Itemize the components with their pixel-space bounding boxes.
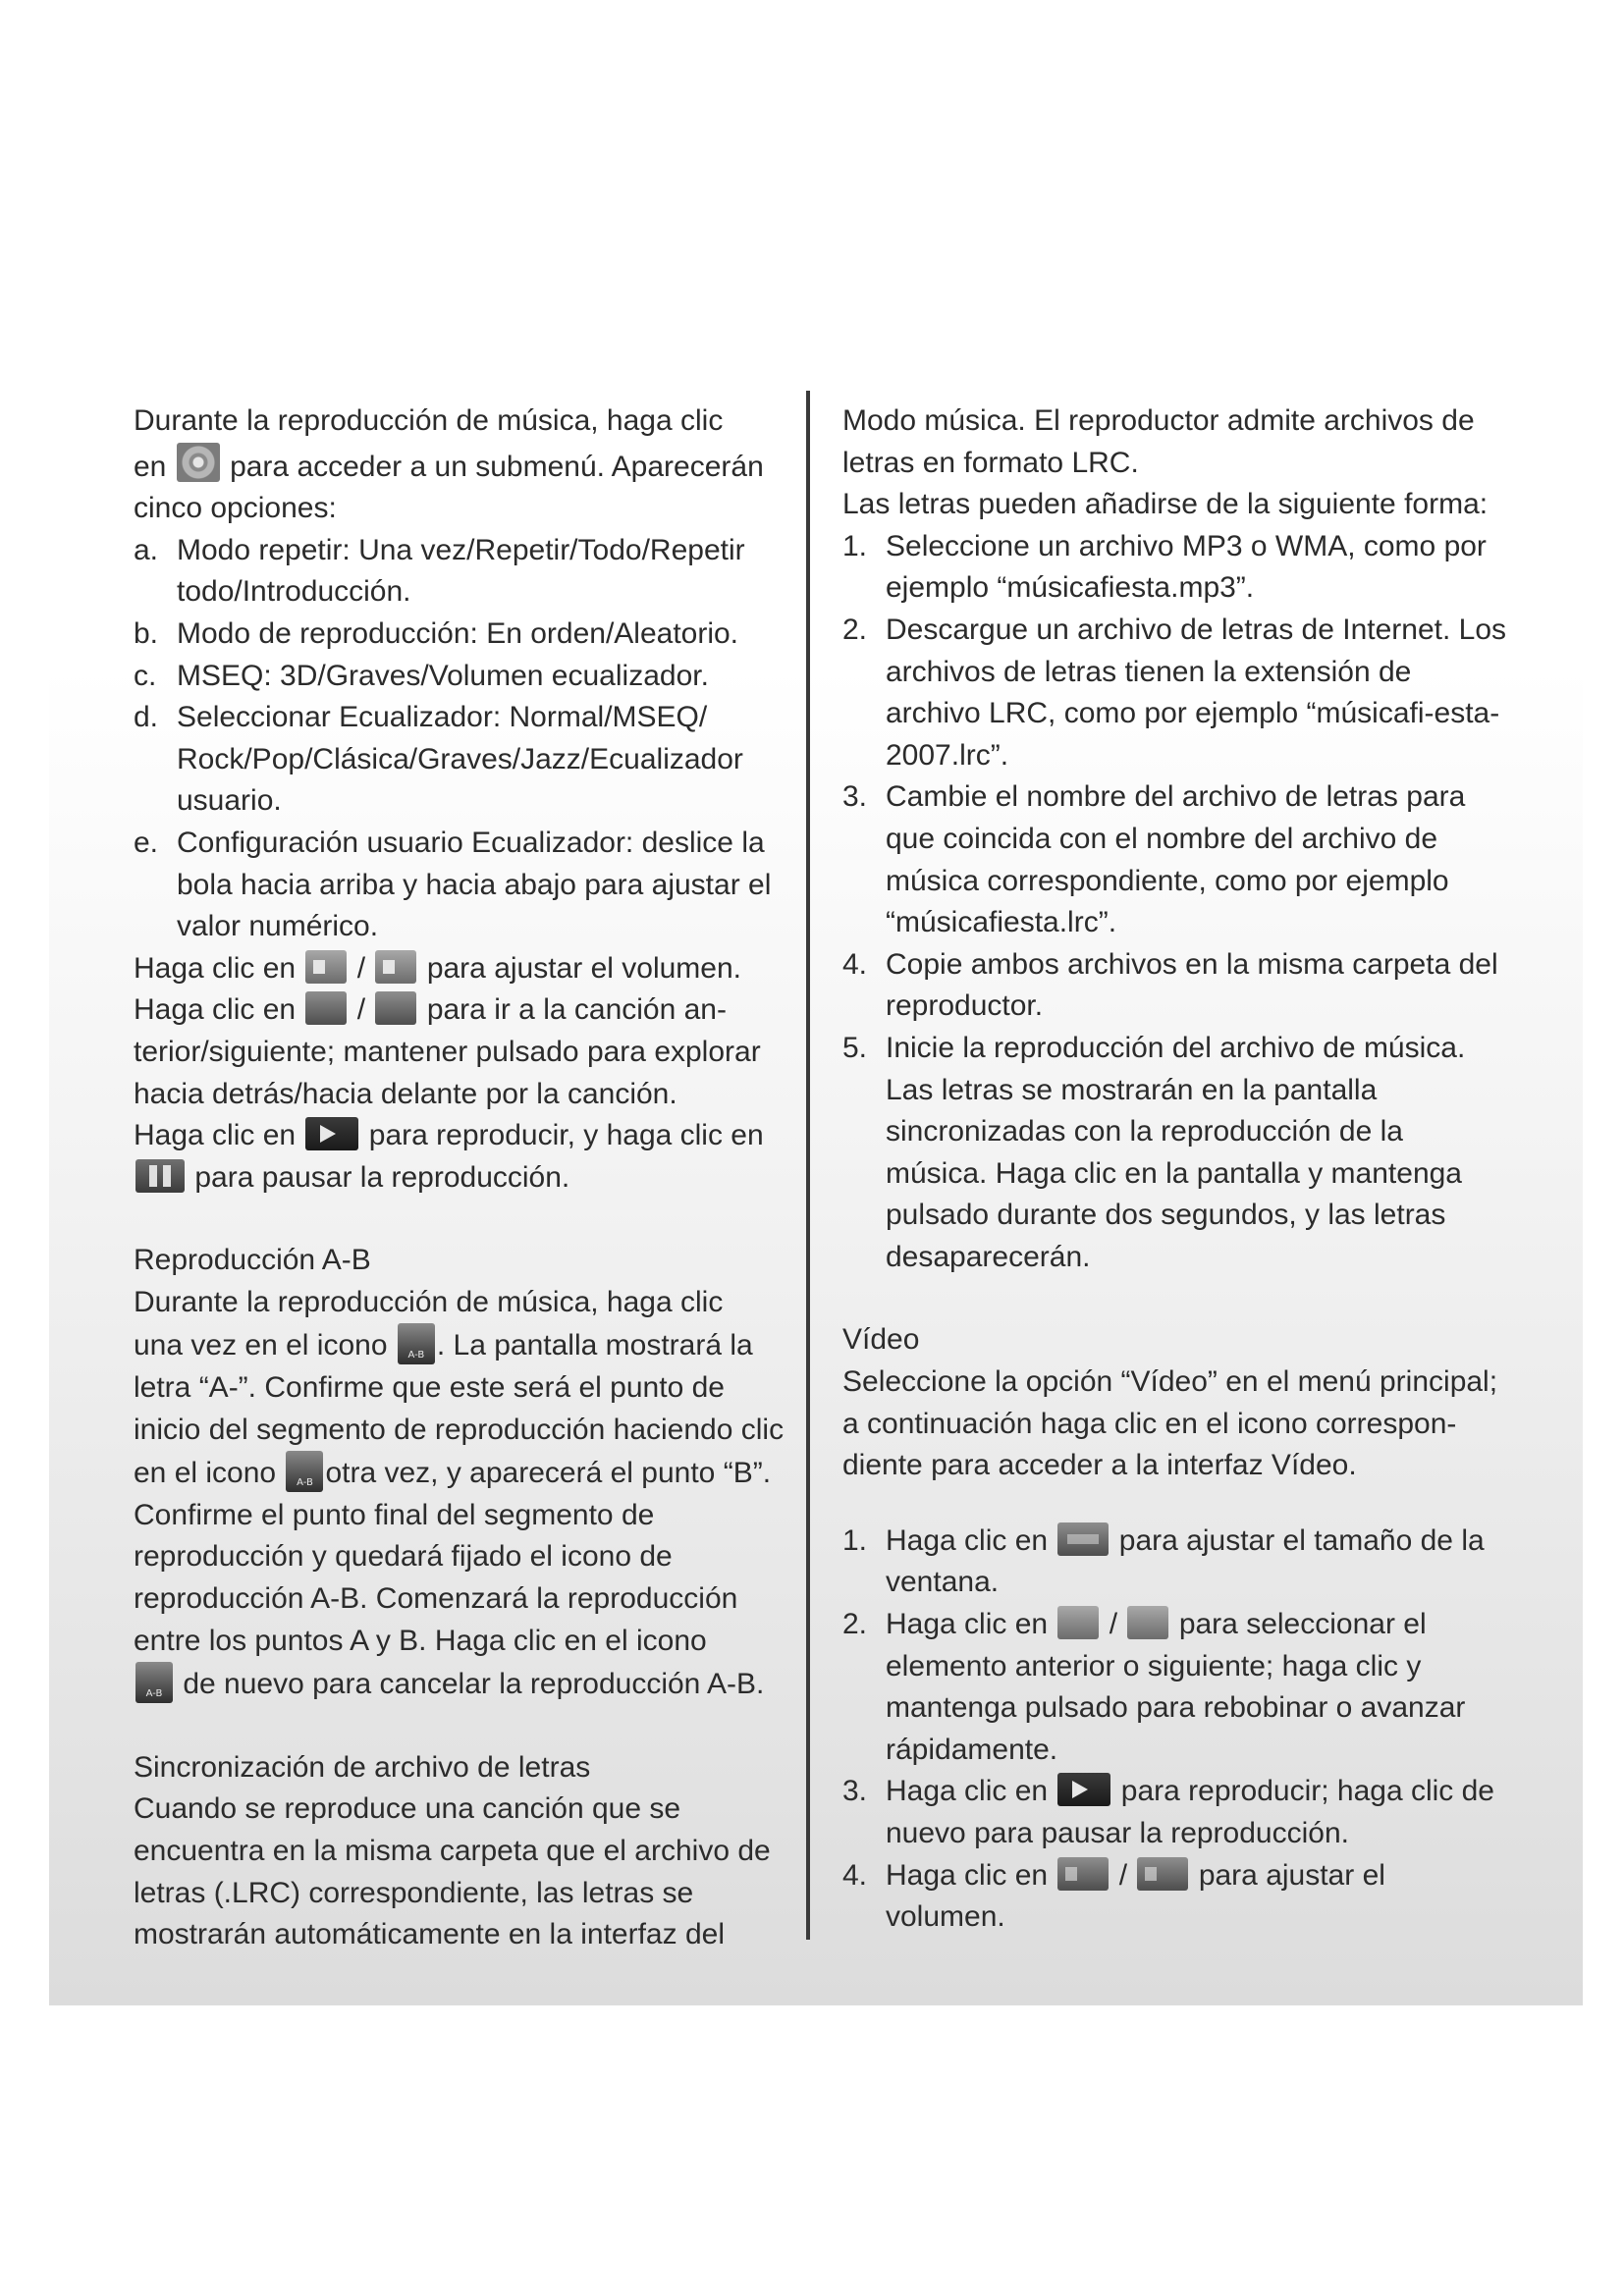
section-heading: Sincronización de archivo de letras xyxy=(134,1750,591,1784)
track-instruction: Haga clic en / para ir a la canción an- terior/siguiente; mantener pulsado para explorar hacia detrás/hacia delante por la canción. xyxy=(134,993,761,1110)
play-icon xyxy=(1057,1773,1110,1806)
list-item: 3. Cambie el nombre del archivo de letras para que coincida con el nombre del archivo de música correspondiente, como por ejemplo “músicafiesta.lrc”. xyxy=(842,780,1466,939)
lyrics-continued: Modo música. El reproductor admite archivos de letras en formato LRC. xyxy=(842,404,1475,479)
list-item: c. MSEQ: 3D/Graves/Volumen ecualizador. xyxy=(134,659,709,692)
volume-up-icon xyxy=(305,950,347,984)
list-item: e. Configuración usuario Ecualizador: deslice la bola hacia arriba y hacia abajo para ajustar el valor numérico. xyxy=(134,826,772,943)
lyrics-sync-text: Cuando se reproduce una canción que se encuentra en la misma carpeta que el archivo de letras (.LRC) correspondiente, las letras se mostrarán automáticamente en la interfaz del xyxy=(134,1792,771,1951)
list-item: a. Modo repetir: Una vez/Repetir/Todo/Repetir todo/Introducción. xyxy=(134,533,745,609)
list-item: 1. Seleccione un archivo MP3 o WMA, como por ejemplo “músicafiesta.mp3”. xyxy=(842,529,1487,605)
pause-icon xyxy=(135,1159,185,1193)
section-heading: Reproducción A-B xyxy=(134,1244,371,1277)
volume-up-icon xyxy=(1057,1857,1109,1891)
volume-down-icon xyxy=(375,950,416,984)
previous-track-icon xyxy=(305,991,347,1025)
lyrics-steps-intro: Las letras pueden añadirse de la siguiente forma: xyxy=(842,488,1489,521)
left-column xyxy=(134,400,791,1956)
column-divider xyxy=(806,391,810,1940)
right-column xyxy=(842,400,1510,1939)
settings-icon xyxy=(177,443,220,482)
section-heading: Vídeo xyxy=(842,1323,920,1357)
ab-repeat-icon xyxy=(286,1451,323,1492)
list-item: 5. Inicie la reproducción del archivo de música. Las letras se mostrarán en la pantalla sincronizadas con la reproducción de la música. Haga clic en la pantalla y mantenga pulsado durante dos segundos, y las letras desaparecerán. xyxy=(842,1031,1466,1273)
submenu-intro: Durante la reproducción de música, haga clic en para acceder a un submenú. Aparecerán cinco opciones: xyxy=(134,404,764,525)
volume-instruction: Haga clic en / para ajustar el volumen. xyxy=(134,951,741,985)
list-item: 1. Haga clic en para ajustar el tamaño de la ventana. xyxy=(842,1523,1485,1599)
list-item: d. Seleccionar Ecualizador: Normal/MSEQ/ Rock/Pop/Clásica/Graves/Jazz/Ecualizador usuario. xyxy=(134,701,743,818)
list-item: 2. Descargue un archivo de letras de Internet. Los archivos de letras tienen la extensión de archivo LRC, como por ejemplo “músicafi-esta-2007.lrc”. xyxy=(842,613,1507,772)
list-item: b. Modo de reproducción: En orden/Aleatorio. xyxy=(134,616,739,650)
list-item: 3. Haga clic en para reproducir; haga clic de nuevo para pausar la reproducción. xyxy=(842,1775,1494,1849)
window-size-icon xyxy=(1057,1522,1109,1556)
video-intro: Seleccione la opción “Vídeo” en el menú principal; a continuación haga clic en el icono correspon-diente para acceder a la interfaz Vídeo. xyxy=(842,1365,1498,1482)
play-icon xyxy=(305,1117,358,1150)
list-item: 4. Copie ambos archivos en la misma carpeta del reproductor. xyxy=(842,947,1498,1023)
ab-repeat-icon xyxy=(135,1662,173,1703)
ab-repeat-icon xyxy=(398,1323,435,1364)
next-icon xyxy=(1127,1606,1168,1639)
previous-icon xyxy=(1057,1606,1099,1639)
list-item: 2. Haga clic en / para seleccionar el elemento anterior o siguiente; haga clic y mantenga pulsado para rebobinar o avanzar rápidamente. xyxy=(842,1608,1466,1766)
next-track-icon xyxy=(375,991,416,1025)
ab-instructions: Durante la reproducción de música, haga clic una vez en el icono A-B . La pantalla mostrará la letra “A-”. Confirme que este será el punto de inicio del segmento de reproducción haciendo clic en el icono A-B otra vez, y aparecerá el punto “B”. Confirme el punto final del segmento de reproducción y quedará fijado el icono de reproducción A-B. Comenzará la reproducción entre los puntos A y B. Haga clic en el icono A-B de nuevo para cancelar la reproducción A-B. xyxy=(134,1282,791,1706)
play-instruction: Haga clic en para reproducir, y haga clic en para pausar la reproducción. xyxy=(134,1119,764,1194)
volume-down-icon xyxy=(1137,1857,1188,1891)
list-item: 4. Haga clic en / para ajustar el volumen. xyxy=(842,1858,1385,1934)
